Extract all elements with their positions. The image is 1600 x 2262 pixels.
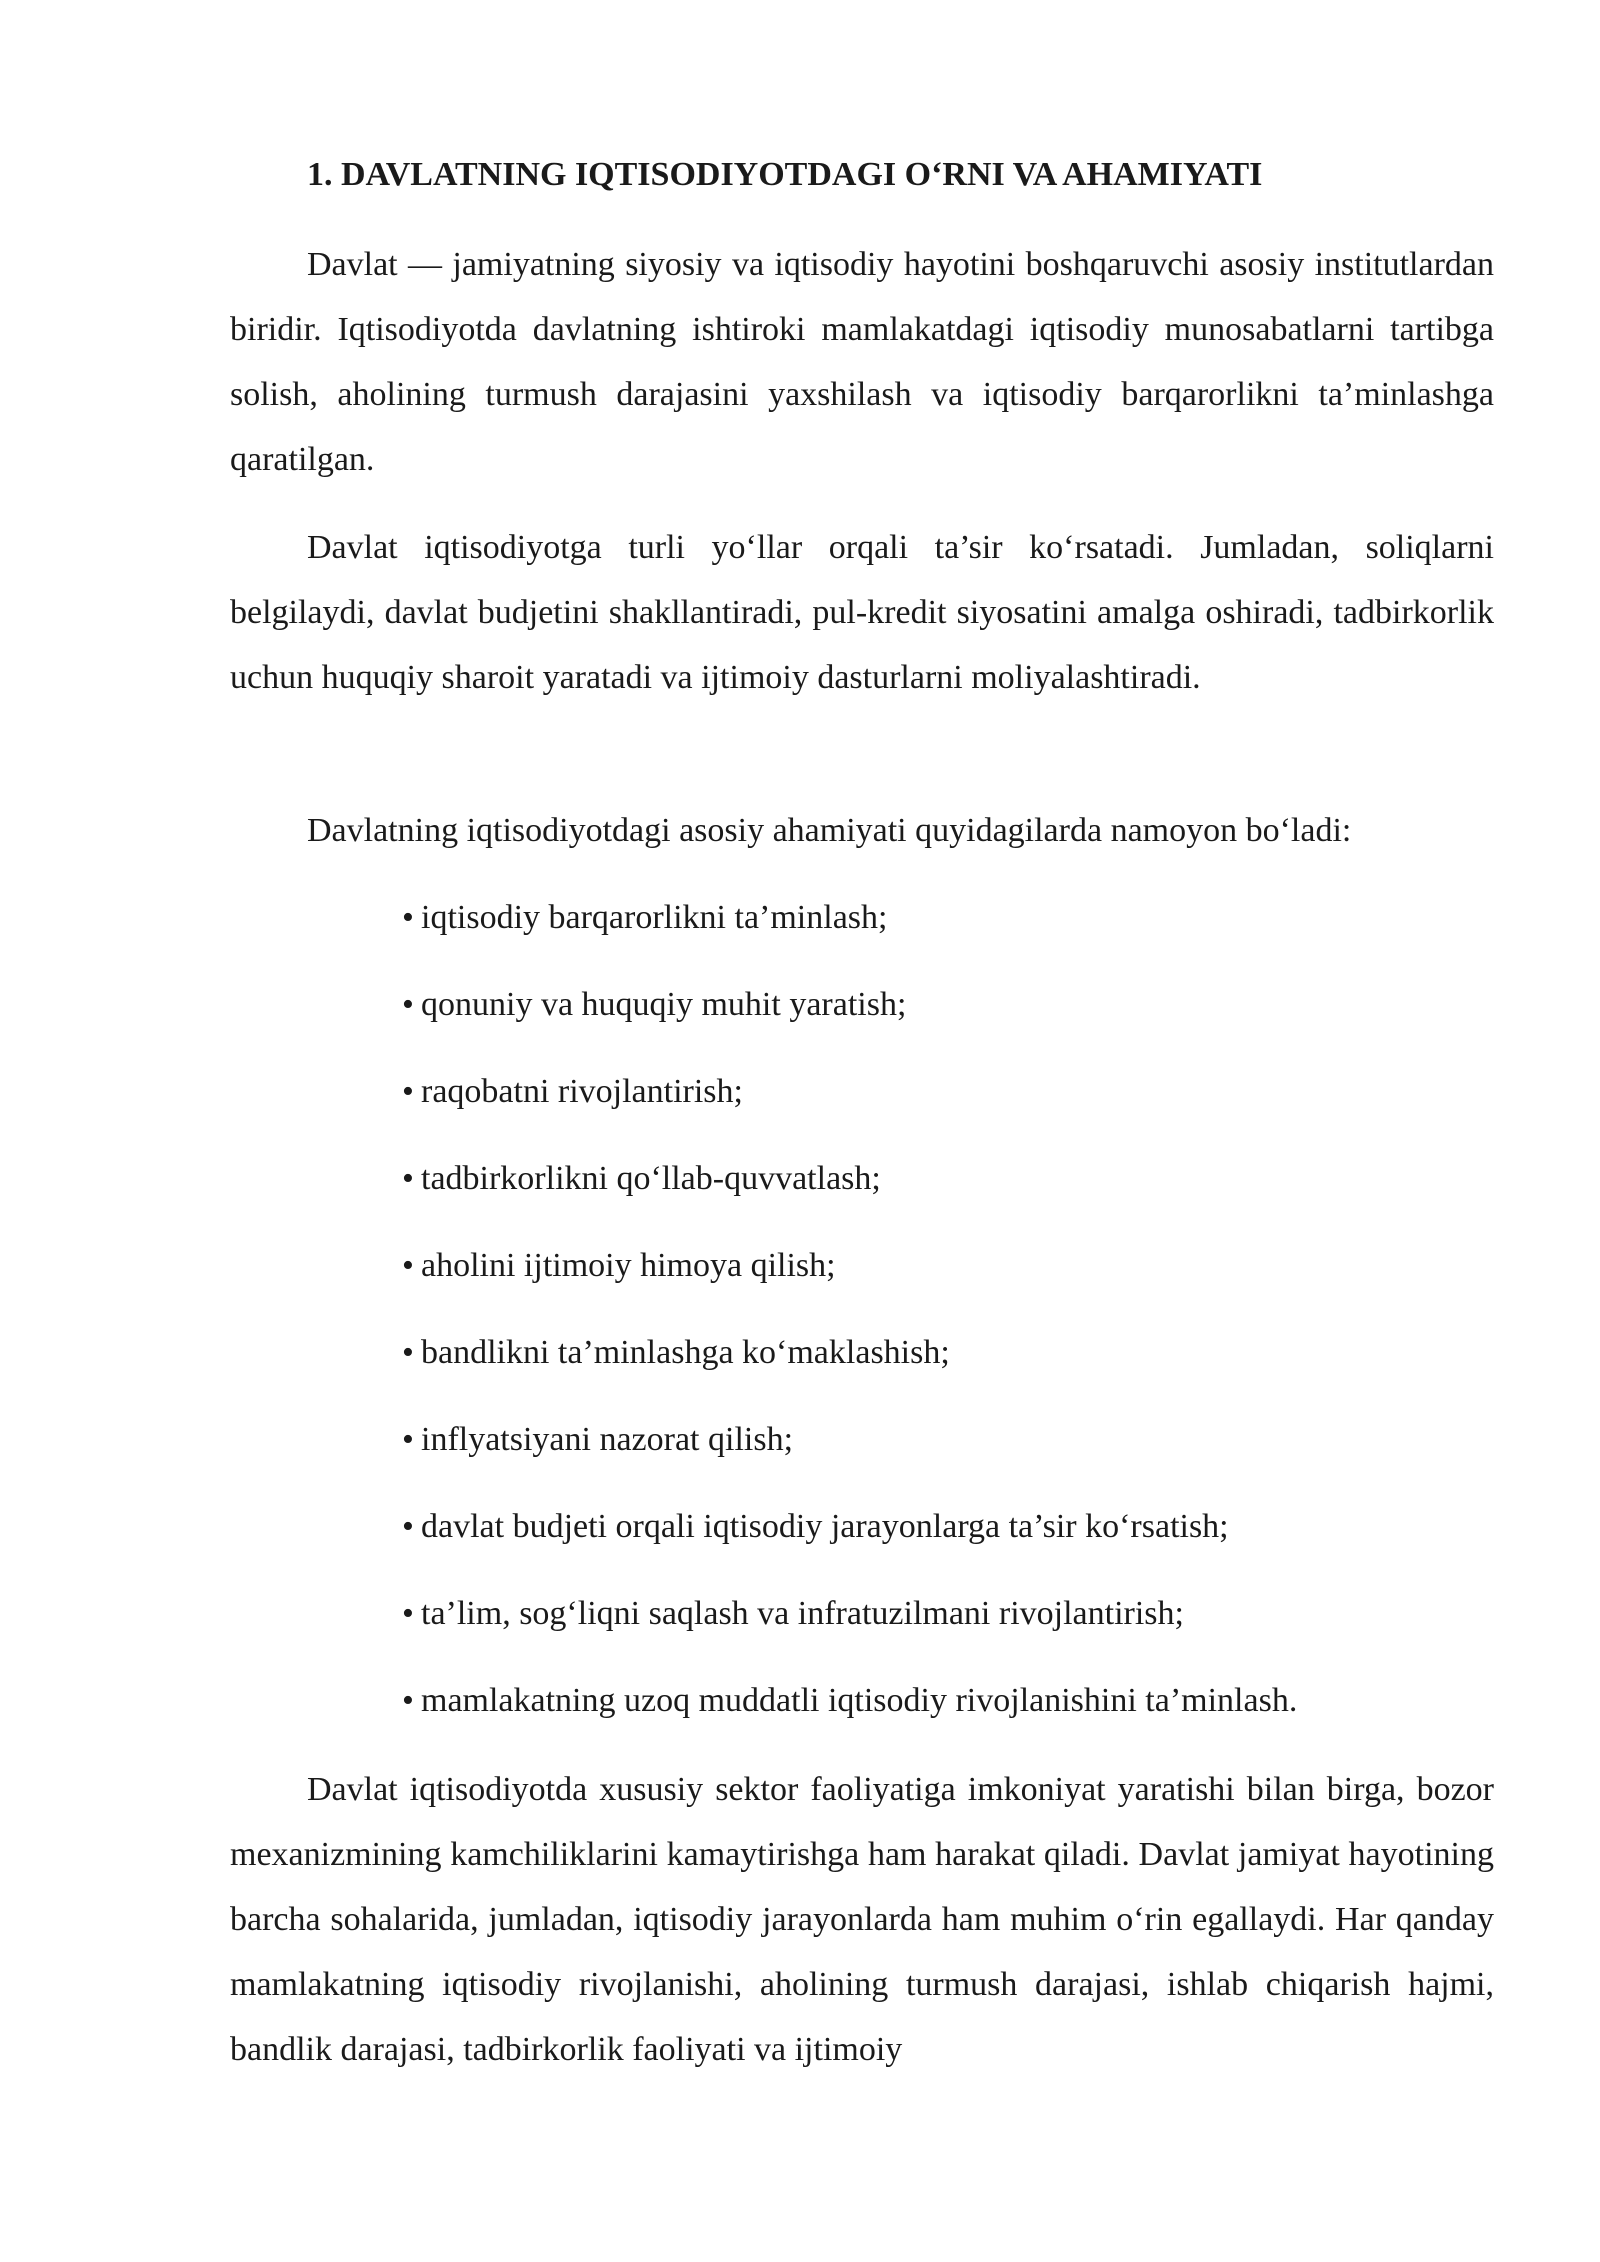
bullet-icon: • [402, 986, 414, 1023]
bullet-icon: • [402, 1073, 414, 1110]
list-item-text: inflyatsiyani nazorat qilish; [421, 1421, 794, 1458]
bullet-icon: • [402, 1508, 414, 1545]
list-item-text: tadbirkorlikni qo‘llab-quvvatlash; [421, 1160, 881, 1197]
list-item-text: raqobatni rivojlantirish; [421, 1073, 743, 1110]
list-item [230, 1320, 1297, 1407]
list-item-text: bandlikni ta’minlashga ko‘maklashish; [421, 1334, 950, 1371]
section-title: 1. DAVLATNING IQTISODIYOTDAGI O‘RNI VA AHAMIYATI [307, 156, 1263, 193]
bullet-icon: • [402, 1160, 414, 1197]
list-item [230, 1233, 1297, 1320]
paragraph-influence: Davlat iqtisodiyotga turli yo‘llar orqali ta’sir ko‘rsatadi. Jumladan, soliqlarni belgilaydi, davlat budjetini shakllantiradi, pul-kredit siyosatini amalga oshiradi, tadbirkorlik uchun huquqiy sharoit yaratadi va ijtimoiy dasturlarni moliyalashtiradi. [230, 529, 1494, 696]
list-item [230, 1668, 1297, 1755]
bullet-icon: • [402, 899, 414, 936]
list-item [230, 1494, 1297, 1581]
list-item-text: aholini ijtimoiy himoya qilish; [421, 1247, 836, 1284]
list-item-text: iqtisodiy barqarorlikni ta’minlash; [421, 899, 888, 936]
paragraph-conclusion: Davlat iqtisodiyotda xususiy sektor faoliyatiga imkoniyat yaratishi bilan birga, bozor mexanizmining kamchiliklarini kamaytirishga ham harakat qiladi. Davlat jamiyat hayotining barcha sohalarida, jumladan, iqtisodiy jarayonlarda ham muhim o‘rin egallaydi. Har qanday mamlakatning iqtisodiy rivojlanishi, aholining turmush darajasi, ishlab chiqarish hajmi, bandlik darajasi, tadbirkorlik faoliyati va ijtimoiy [230, 1771, 1494, 2068]
bullet-icon: • [402, 1595, 414, 1632]
bullet-icon: • [402, 1682, 414, 1719]
list-item [230, 1407, 1297, 1494]
paragraph-intro: Davlat — jamiyatning siyosiy va iqtisodiy hayotini boshqaruvchi asosiy institutlardan biridir. Iqtisodiyotda davlatning ishtiroki mamlakatdagi iqtisodiy munosabatlarni tartibga solish, aholining turmush darajasini yaxshilash va iqtisodiy barqarorlikni ta’minlashga qaratilgan. [230, 246, 1494, 478]
list-item [230, 1581, 1297, 1668]
bullet-icon: • [402, 1334, 414, 1371]
bullet-icon: • [402, 1247, 414, 1284]
list-item [230, 1146, 1297, 1233]
bullet-icon: • [402, 1421, 414, 1458]
list-item [230, 1059, 1297, 1146]
paragraph-importance-lead: Davlatning iqtisodiyotdagi asosiy ahamiyati quyidagilarda namoyon bo‘ladi: [307, 812, 1352, 849]
list-item-text: mamlakatning uzoq muddatli iqtisodiy rivojlanishini ta’minlash. [421, 1682, 1298, 1719]
list-item [230, 885, 1297, 972]
list-item [230, 972, 1297, 1059]
list-item-text: davlat budjeti orqali iqtisodiy jarayonlarga ta’sir ko‘rsatish; [421, 1508, 1229, 1545]
importance-list [230, 885, 1297, 1755]
list-item-text: ta’lim, sog‘liqni saqlash va infratuzilmani rivojlantirish; [421, 1595, 1184, 1632]
list-item-text: qonuniy va huquqiy muhit yaratish; [421, 986, 907, 1023]
